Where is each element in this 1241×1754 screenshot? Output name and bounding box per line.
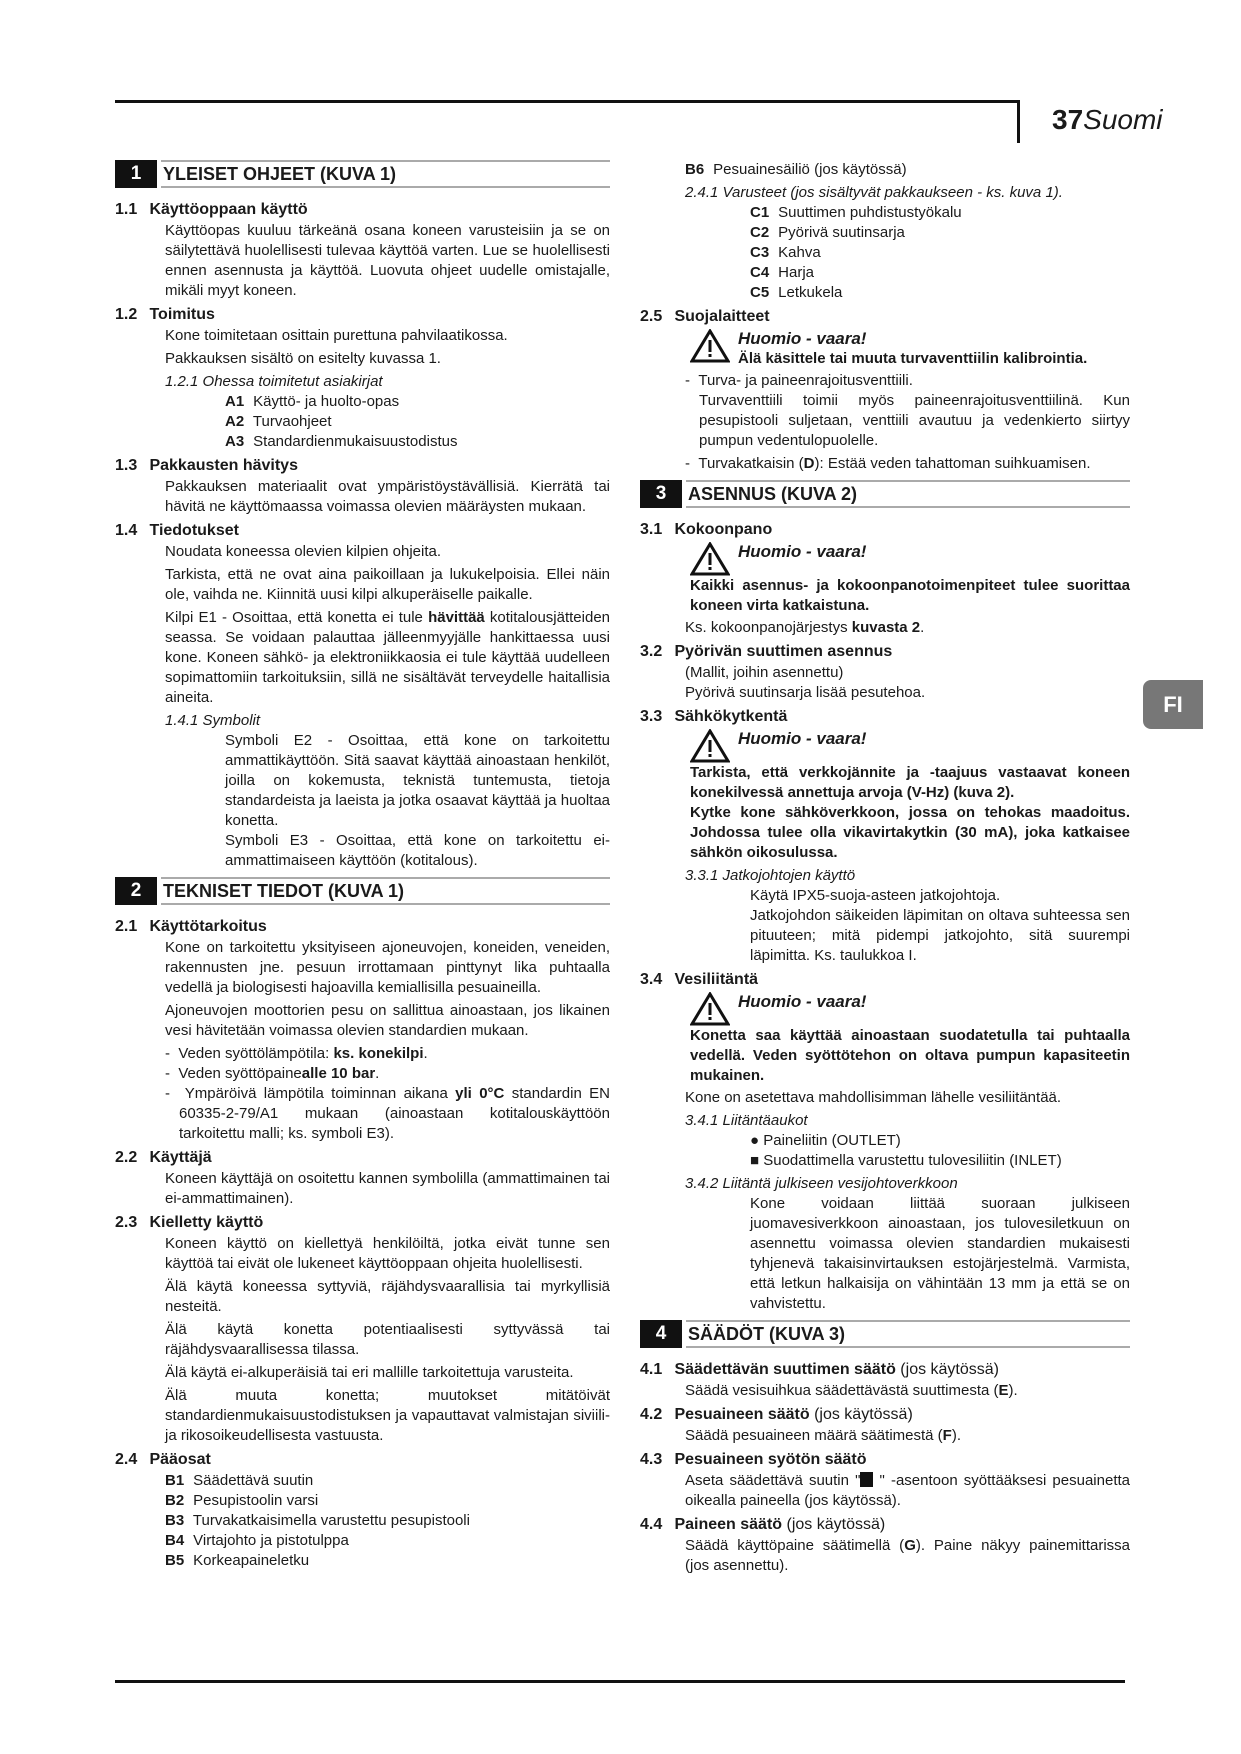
warning-title: Huomio - vaara!	[738, 729, 867, 748]
list-item: B2 Pesupistoolin varsi	[165, 1492, 319, 1509]
heading-1-4: 1.4 Tiedotukset	[115, 522, 239, 539]
heading-4-3: 4.3 Pesuaineen syötön säätö	[640, 1451, 867, 1468]
warning-box	[690, 992, 1130, 1086]
heading-2-5: 2.5 Suojalaitteet	[640, 308, 770, 325]
paragraph: Säädä vesisuihkua säädettävästä suuttimesta (E).	[685, 1382, 1018, 1399]
paragraph: Käytä IPX5-suoja-asteen jatkojohtoja.	[750, 887, 1001, 904]
paragraph: Symboli E3 - Osoittaa, että kone on tarkoitettu ei-ammattimaiseen käyttöön (kotitalous).	[225, 832, 610, 869]
paragraph: Aseta säädettävä suutin " " -asentoon syöttääksesi pesuainetta oikealla paineella (jos käytössä).	[685, 1472, 1130, 1509]
warning-triangle-icon	[690, 992, 730, 1026]
header-rule	[115, 100, 1020, 103]
subheading-1-4-1: 1.4.1 Symbolit	[165, 712, 261, 729]
warning-text: Kaikki asennus- ja kokoonpanotoimenpiteet tulee suorittaa koneen virta katkaistuna.	[690, 577, 1130, 614]
list-item: ■ Suodattimella varustettu tulovesiliitin (INLET)	[750, 1152, 1062, 1169]
warning-text: Kytke kone sähköverkkoon, jossa on tehokas maadoitus. Johdossa tulee olla vikavirtakytkin (30 mA), joka katkaisee sähkön oikosulussa.	[690, 804, 1130, 861]
circle-bullet-icon: ●	[750, 1132, 760, 1149]
heading-3-4: 3.4 Vesiliitäntä	[640, 971, 759, 988]
list-item: B1 Säädettävä suutin	[165, 1472, 314, 1489]
paragraph: Turvaventtiili toimii myös paineenrajoitusventtiilinä. Kun pesupistooli suljetaan, venttiili avautuu ja vedenkierto siirtyy pumpun vedentulopuolelle.	[699, 392, 1130, 449]
page-number: 37Suomi	[1052, 104, 1163, 135]
warning-triangle-icon	[690, 729, 730, 763]
list-item: ● Paineliitin (OUTLET)	[750, 1132, 901, 1149]
warning-text: Konetta saa käyttää ainoastaan suodatetulla tai puhtaalla vedellä. Veden syöttötehon on oltava pumpun kapasiteetin mukainen.	[690, 1027, 1130, 1084]
warning-triangle-icon	[690, 542, 730, 576]
warning-box	[690, 542, 1130, 616]
paragraph: Kone on asetettava mahdollisimman lähelle vesiliitäntää.	[685, 1089, 1062, 1106]
heading-3-2: 3.2 Pyörivän suuttimen asennus	[640, 643, 893, 660]
heading-4-4: 4.4 Paineen säätö (jos käytössä)	[640, 1516, 886, 1533]
paragraph: Symboli E2 - Osoittaa, että kone on tarkoitettu ammattikäyttöön. Sitä saavat käyttää ainoastaan henkilöt, joilla on kokemusta, teknistä tuntemusta, tietoja standardeista ja laeista ja jotka osaavat käyttää ja huoltaa konetta.	[225, 732, 610, 829]
paragraph: Säädä käyttöpaine säätimellä (G). Paine näkyy painemittarissa (jos asennettu).	[685, 1537, 1131, 1574]
subheading-3-4-2: 3.4.2 Liitäntä julkiseen vesijohtoverkkoon	[685, 1175, 958, 1192]
heading-3-3: 3.3 Sähkökytkentä	[640, 708, 788, 725]
paragraph: Säädä pesuaineen määrä säätimestä (F).	[685, 1427, 962, 1444]
paragraph: Pakkauksen materiaalit ovat ympäristöystävällisiä. Kierrätä tai hävitä ne käyttömaassa voimassa olevien määräysten mukaan.	[165, 478, 610, 515]
warning-triangle-icon	[690, 329, 730, 363]
warning-title: Huomio - vaara!	[738, 542, 867, 561]
paragraph: Älä muuta konetta; muutokset mitätöivät standardienmukaisuustodistuksen ja vapauttavat valmistajan siviili- ja rikosoikeudellisesta vastuusta.	[165, 1387, 610, 1444]
list-item: B6 Pesuainesäiliö (jos käytössä)	[685, 161, 907, 178]
heading-1-2: 1.2 Toimitus	[115, 306, 215, 323]
paragraph: Kone voidaan liittää suoraan julkiseen juomavesiverkkoon ainoastaan, jos tulovesiletkuun on asennettu voimassa olevien standardien mukaisesti tyhjenevä takaisinvirtauksen estojärjestelmä. Varmista, että letkun halkaisija on vähintään 13 mm ja että se on vahvistettu.	[750, 1195, 1130, 1312]
heading-1-1: 1.1 Käyttöoppaan käyttö	[115, 201, 308, 218]
list-item: - Turvakatkaisin (D): Estää veden tahattoman suihkuamisen.	[685, 455, 1091, 472]
paragraph: Pyörivä suutinsarja lisää pesutehoa.	[685, 684, 926, 701]
section-1-heading: 1 YLEISET OHJEET (KUVA 1)	[115, 160, 610, 188]
paragraph: Tarkista, että ne ovat aina paikoillaan ja lukukelpoisia. Ellei näin ole, vaihda ne. Kiinnitä uusi kilpi alkuperäiselle paikalle.	[165, 566, 610, 603]
section-4-heading: 4 SÄÄDÖT (KUVA 3)	[640, 1320, 1130, 1348]
subheading-2-4-1: 2.4.1 Varusteet (jos sisältyvät pakkaukseen - ks. kuva 1).	[685, 184, 1063, 201]
paragraph: Käyttöopas kuuluu tärkeänä osana koneen varusteisiin ja se on säilytettävä huolellisesti tulevaa käyttöä varten. Lue se huolellisesti ennen asennusta ja käyttöä. Luovuta ohjeet uudelle omistajalle, mikäli myyt koneen.	[165, 222, 610, 299]
warning-box	[690, 729, 1130, 863]
heading-4-1: 4.1 Säädettävän suuttimen säätö (jos käytössä)	[640, 1361, 999, 1378]
list-item: B4 Virtajohto ja pistotulppa	[165, 1532, 349, 1549]
paragraph: (Mallit, joihin asennettu)	[685, 664, 844, 681]
heading-2-1: 2.1 Käyttötarkoitus	[115, 918, 267, 935]
paragraph: Kone toimitetaan osittain purettuna pahvilaatikossa.	[165, 327, 508, 344]
paragraph: Koneen käyttäjä on osoitettu kannen symbolilla (ammattimainen tai ei-ammattimainen).	[165, 1170, 610, 1207]
paragraph: Kone on tarkoitettu yksityiseen ajoneuvojen, koneiden, veneiden, rakennusten jne. pesuun irrottamaan pinttynyt lika puhtaalla vedellä ja biologisesti hajoavilla kemiallisilla pesuaineilla.	[165, 939, 610, 996]
detergent-nozzle-icon	[860, 1472, 873, 1487]
warning-box	[690, 329, 1130, 369]
list-item: C5 Letkukela	[750, 284, 843, 301]
list-item: B5 Korkeapaineletku	[165, 1552, 310, 1569]
heading-2-3: 2.3 Kielletty käyttö	[115, 1214, 264, 1231]
paragraph: Pakkauksen sisältö on esitelty kuvassa 1.	[165, 350, 441, 367]
list-item: C2 Pyörivä suutinsarja	[750, 224, 905, 241]
header-rule-tick	[1017, 100, 1020, 143]
heading-3-1: 3.1 Kokoonpano	[640, 521, 773, 538]
list-item: - Veden syöttöpainealle 10 bar.	[165, 1065, 380, 1082]
list-item: A2 Turvaohjeet	[225, 413, 332, 430]
paragraph: Noudata koneessa olevien kilpien ohjeita.	[165, 543, 442, 560]
list-item: C4 Harja	[750, 264, 815, 281]
list-item: C3 Kahva	[750, 244, 821, 261]
heading-2-4: 2.4 Pääosat	[115, 1451, 211, 1468]
section-2-heading: 2 TEKNISET TIEDOT (KUVA 1)	[115, 877, 610, 905]
paragraph: Älä käytä ei-alkuperäisiä tai eri mallille tarkoitettuja varusteita.	[165, 1364, 574, 1381]
list-item: - Ympäröivä lämpötila toiminnan aikana yli 0°C standardin EN 60335-2-79/A1 mukaan (ainoastaan kotitalouskäyttöön tarkoitettu malli; ks. symboli E3).	[165, 1085, 610, 1142]
paragraph: Ks. kokoonpanojärjestys kuvasta 2.	[685, 619, 925, 636]
list-item: B3 Turvakatkaisimella varustettu pesupistooli	[165, 1512, 470, 1529]
section-3-heading: 3 ASENNUS (KUVA 2)	[640, 480, 1130, 508]
list-item: A1 Käyttö- ja huolto-opas	[225, 393, 400, 410]
paragraph: Älä käytä koneessa syttyviä, räjähdysvaarallisia tai myrkyllisiä nesteitä.	[165, 1278, 610, 1315]
heading-2-2: 2.2 Käyttäjä	[115, 1149, 212, 1166]
list-item: A3 Standardienmukaisuustodistus	[225, 433, 458, 450]
paragraph: Älä käytä konetta potentiaalisesti syttyvässä tai räjähdysvaarallisessa tilassa.	[165, 1321, 610, 1358]
list-item: - Turva- ja paineenrajoitusventtiili.	[685, 372, 913, 389]
subheading-3-3-1: 3.3.1 Jatkojohtojen käyttö	[685, 867, 856, 884]
paragraph: Kilpi E1 - Osoittaa, että konetta ei tule hävittää kotitalousjätteiden seassa. Se voidaan palauttaa jälleenmyyjälle hankittaessa uusi kone. Koneen sähkö- ja elektroniikkaosia ei tule käyttää uudelleen sopimattomiin tarkoituksiin, sillä ne sisältävät terveydelle haitallisia aineita.	[165, 609, 611, 706]
paragraph: Koneen käyttö on kiellettyä henkilöiltä, jotka eivät tunne sen käyttöä tai eivät ole lukeneet käyttöoppaan ohjeita huolellisesti.	[165, 1235, 610, 1272]
subheading-1-2-1: 1.2.1 Ohessa toimitetut asiakirjat	[165, 373, 383, 390]
heading-1-3: 1.3 Pakkausten hävitys	[115, 457, 298, 474]
warning-title: Huomio - vaara!	[738, 329, 867, 348]
paragraph: Jatkojohdon säikeiden läpimitan on oltava suhteessa sen pituuteen; mitä pidempi jatkojohto, sitä suurempi läpimitta. Ks. taulukkoa I.	[750, 907, 1130, 964]
warning-text: Tarkista, että verkkojännite ja -taajuus vastaavat koneen konekilvessä annettuja arvoja (V-Hz) (kuva 2).	[690, 764, 1130, 801]
paragraph: Ajoneuvojen moottorien pesu on sallittua ainoastaan, jos likainen vesi hävitetään voimassa olevien standardien mukaan.	[165, 1002, 610, 1039]
list-item: C1 Suuttimen puhdistustyökalu	[750, 204, 962, 221]
warning-text: Älä käsittele tai muuta turvaventtiilin kalibrointia.	[738, 350, 1088, 367]
warning-title: Huomio - vaara!	[738, 992, 867, 1011]
footer-rule	[115, 1680, 1125, 1683]
heading-4-2: 4.2 Pesuaineen säätö (jos käytössä)	[640, 1406, 913, 1423]
subheading-3-4-1: 3.4.1 Liitäntäaukot	[685, 1112, 808, 1129]
list-item: - Veden syöttölämpötila: ks. konekilpi.	[165, 1045, 428, 1062]
left-column	[115, 160, 610, 1571]
language-tab: FI	[1143, 680, 1203, 729]
right-column	[640, 160, 1130, 1579]
square-bullet-icon: ■	[750, 1152, 760, 1169]
